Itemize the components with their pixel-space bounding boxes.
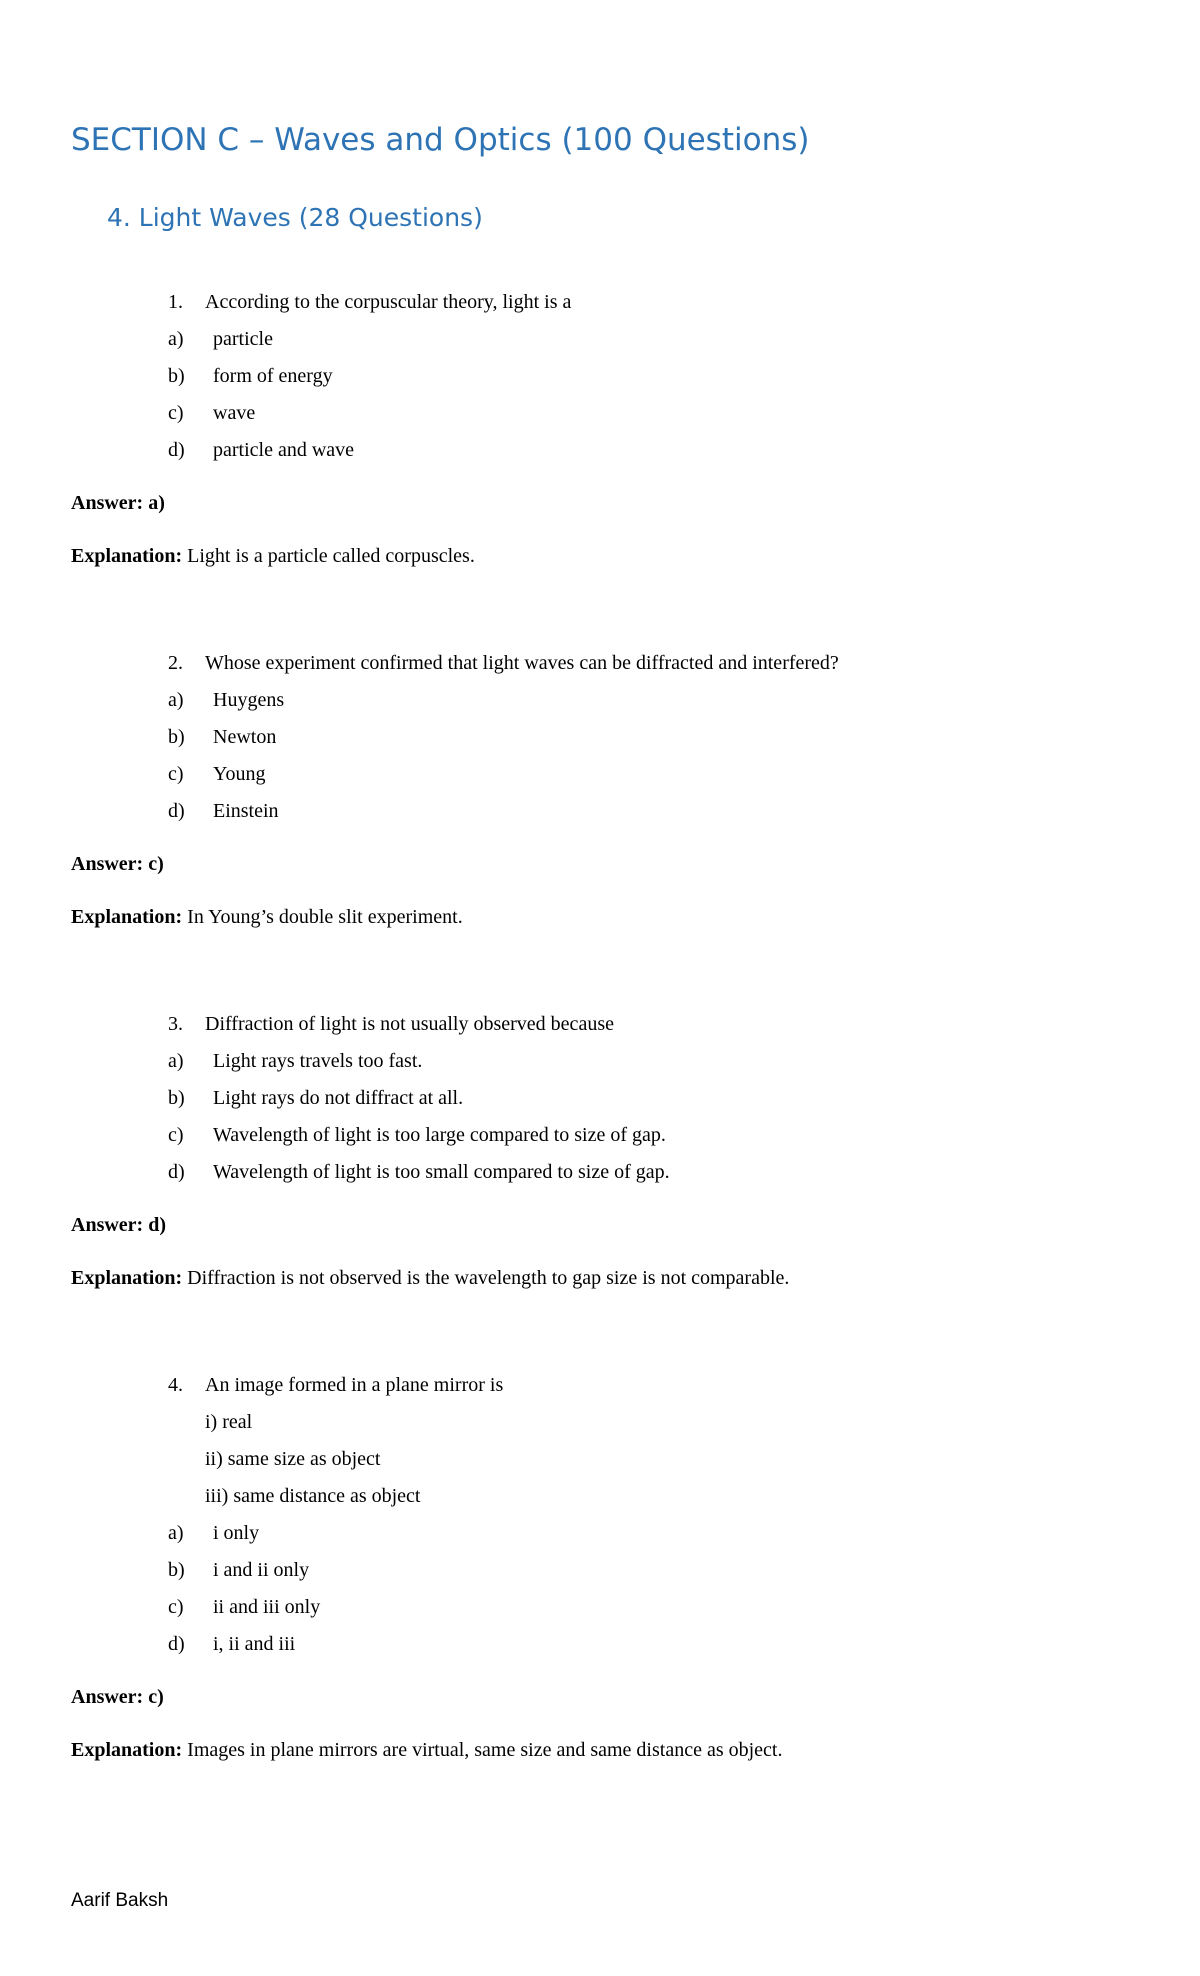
option-text: Wavelength of light is too small compared to size of gap. [213,1161,670,1183]
question-number: 4. [168,1374,183,1396]
answer-line [71,491,165,515]
question-text: Diffraction of light is not usually observed because [205,1013,614,1035]
explanation-line [71,1266,789,1290]
answer-value: a) [148,492,165,514]
answer-label: Answer: [71,1686,144,1708]
option-letter: d) [168,439,185,461]
answer-line [71,1685,164,1709]
question-number: 2. [168,652,183,674]
explanation-label: Explanation: [71,1739,183,1761]
option-letter: c) [168,763,184,785]
option-letter: c) [168,1124,184,1146]
question-text: Whose experiment confirmed that light waves can be diffracted and interfered? [205,652,839,674]
option-letter: b) [168,726,185,748]
explanation-text: Light is a particle called corpuscles. [187,545,475,567]
answer-value: c) [148,853,164,875]
answer-label: Answer: [71,853,144,875]
explanation-text: Images in plane mirrors are virtual, same size and same distance as object. [187,1739,783,1761]
answer-line [71,852,164,876]
answer-label: Answer: [71,492,144,514]
option-text: Light rays do not diffract at all. [213,1087,464,1109]
explanation-line [71,1738,783,1762]
option-text: Newton [213,726,277,748]
option-letter: a) [168,328,184,350]
page-footer: Aarif Baksh [71,1890,169,1911]
option-text: particle and wave [213,439,355,461]
explanation-label: Explanation: [71,1267,183,1289]
option-text: wave [213,402,256,424]
option-text: i, ii and iii [213,1633,296,1655]
option-letter: b) [168,365,185,387]
option-text: i and ii only [213,1559,310,1581]
answer-value: d) [148,1214,167,1236]
question-number: 1. [168,291,183,313]
answer-label: Answer: [71,1214,144,1236]
explanation-label: Explanation: [71,906,183,928]
option-letter: d) [168,1161,185,1183]
explanation-text: In Young’s double slit experiment. [187,906,463,928]
explanation-text: Diffraction is not observed is the wavelength to gap size is not comparable. [187,1267,790,1289]
option-letter: a) [168,1050,184,1072]
answer-line [71,1213,166,1237]
option-letter: b) [168,1559,185,1581]
option-letter: b) [168,1087,185,1109]
option-text: ii and iii only [213,1596,321,1618]
explanation-line [71,544,475,568]
statement-text: ii) same size as object [205,1448,381,1470]
option-letter: a) [168,1522,184,1544]
explanation-line [71,905,463,929]
option-text: Einstein [213,800,279,822]
answer-value: c) [148,1686,164,1708]
option-text: Wavelength of light is too large compared to size of gap. [213,1124,666,1146]
question-text: An image formed in a plane mirror is [205,1374,504,1396]
option-letter: c) [168,402,184,424]
option-letter: d) [168,1633,185,1655]
option-letter: c) [168,1596,184,1618]
option-text: Huygens [213,689,285,711]
question-text: According to the corpuscular theory, light is a [205,291,572,313]
section-title: SECTION C – Waves and Optics (100 Questions) [71,122,810,158]
option-text: particle [213,328,273,350]
option-text: Light rays travels too fast. [213,1050,423,1072]
statement-text: iii) same distance as object [205,1485,421,1507]
subsection-title: 4. Light Waves (28 Questions) [107,203,483,232]
explanation-label: Explanation: [71,545,183,567]
option-text: i only [213,1522,260,1544]
option-letter: a) [168,689,184,711]
option-letter: d) [168,800,185,822]
question-number: 3. [168,1013,183,1035]
option-text: form of energy [213,365,333,387]
option-text: Young [213,763,266,785]
statement-text: i) real [205,1411,253,1433]
